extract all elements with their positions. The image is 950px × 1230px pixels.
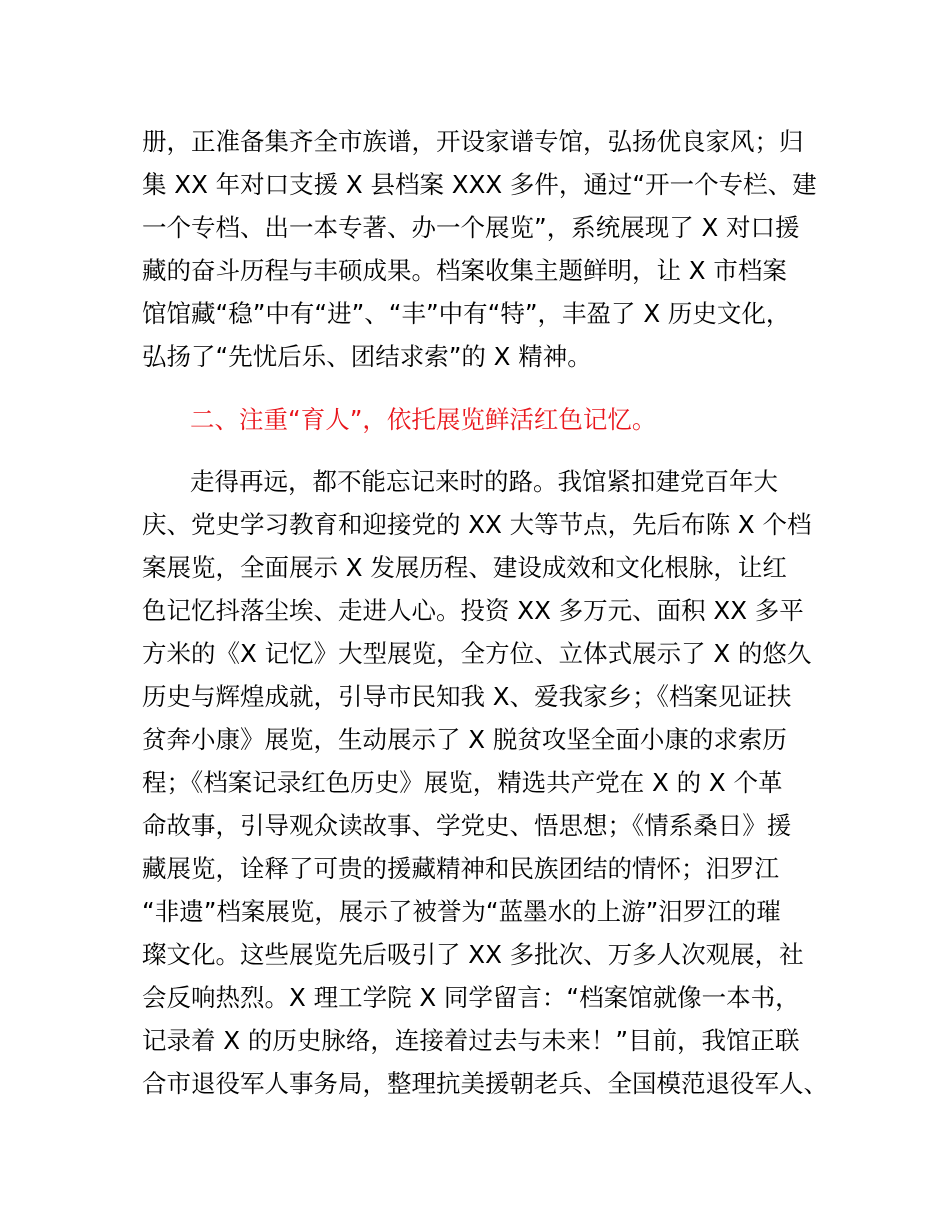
section-heading: 二、注重“育人”，依托展览鲜活红色记忆。	[190, 405, 657, 434]
text-line: 命故事，引导观众读故事、学党史、悟思想；《情系桑日》援	[142, 811, 792, 840]
text-line: 记录着 X 的历史脉络，连接着过去与未来！”目前，我馆正联	[142, 1026, 800, 1055]
text-line: 会反响热烈。X 理工学院 X 同学留言：“档案馆就像一本书，	[142, 983, 800, 1012]
text-line: “非遗”档案展览，展示了被誉为“蓝墨水的上游”汨罗江的璀	[142, 897, 781, 926]
text-line: 弘扬了“先忧后乐、团结求索”的 X 精神。	[142, 342, 592, 371]
text-line: 程；《档案记录红色历史》展览，精选共产党在 X 的 X 个革	[142, 768, 783, 797]
text-line: 案展览，全面展示 X 发展历程、建设成效和文化根脉，让红	[142, 553, 787, 582]
text-line: 方米的《X 记忆》大型展览，全方位、立体式展示了 X 的悠久	[142, 639, 812, 668]
text-line: 一个专档、出一本专著、办一个展览”，系统展现了 X 对口援	[142, 213, 800, 242]
text-line: 色记忆抖落尘埃、走进人心。投资 XX 多万元、面积 XX 多平	[142, 596, 804, 625]
text-line: 合市退役军人事务局，整理抗美援朝老兵、全国模范退役军人、	[142, 1069, 828, 1098]
text-line: 馆馆藏“稳”中有“进”、“丰”中有“特”，丰盈了 X 历史文化，	[142, 299, 791, 328]
text-line: 册，正准备集齐全市族谱，开设家谱专馆，弘扬优良家风；归	[142, 127, 804, 156]
text-line: 贫奔小康》展览，生动展示了 X 脱贫攻坚全面小康的求索历	[142, 725, 787, 754]
text-line: 庆、党史学习教育和迎接党的 XX 大等节点，先后布陈 X 个档	[142, 510, 812, 539]
text-line: 藏展览，诠释了可贵的援藏精神和民族团结的情怀；汨罗江	[142, 854, 779, 883]
text-line: 藏的奋斗历程与丰硕成果。档案收集主题鲜明，让 X 市档案	[142, 256, 787, 285]
text-line: 集 XX 年对口支援 X 县档案 XXX 多件，通过“开一个专栏、建	[142, 170, 817, 199]
text-line: 历史与辉煌成就，引导市民知我 X、爱我家乡；《档案见证扶	[142, 682, 792, 711]
text-line: 璨文化。这些展览先后吸引了 XX 多批次、万多人次观展，社	[142, 940, 804, 969]
paragraph-first-line: 走得再远，都不能忘记来时的路。我馆紧扣建党百年大	[190, 467, 778, 496]
